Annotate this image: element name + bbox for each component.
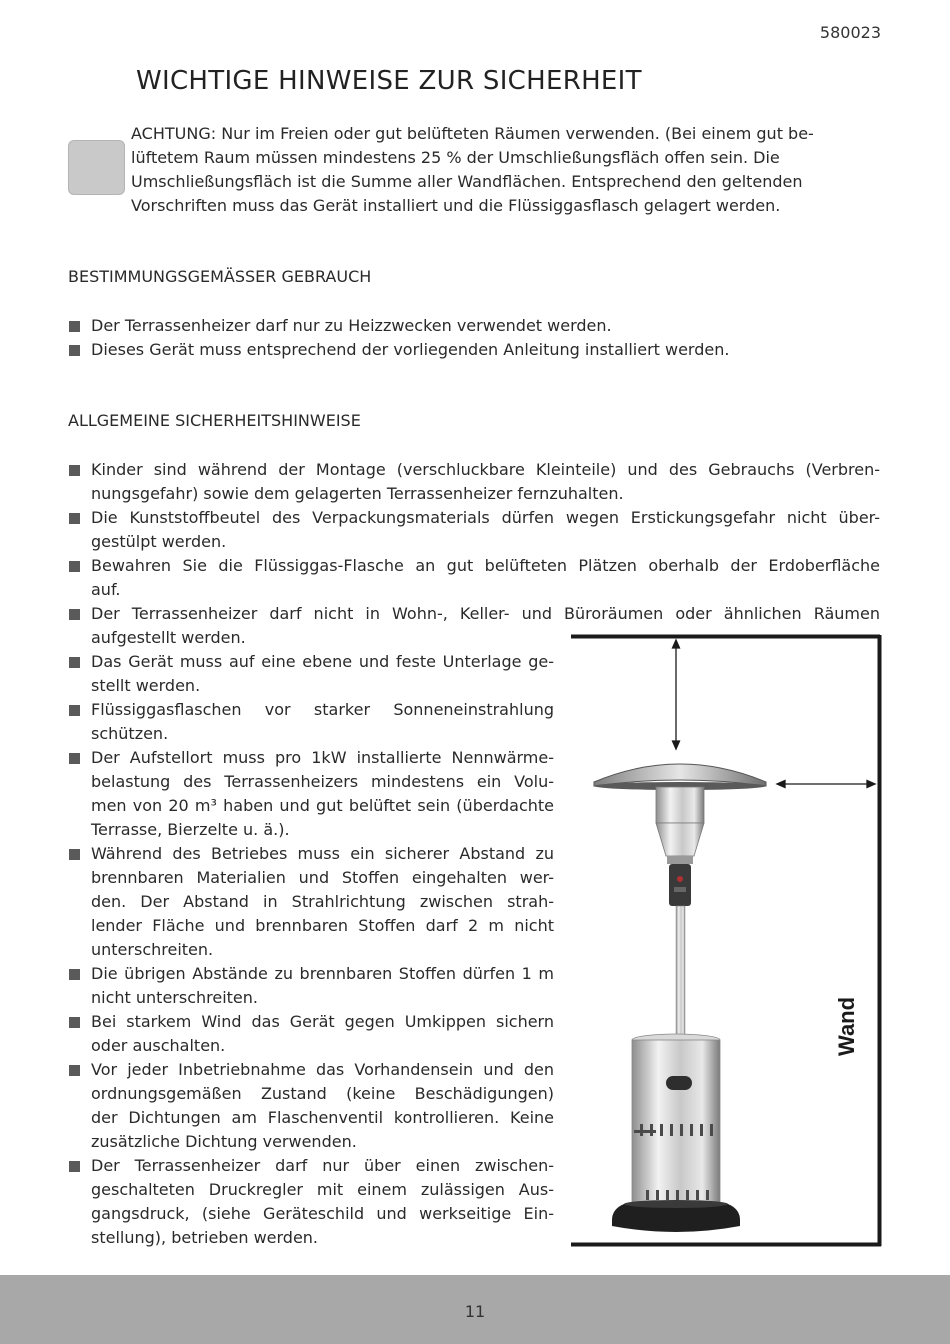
intended-use-list bbox=[68, 314, 880, 362]
wall-frame bbox=[571, 635, 881, 1246]
warning-line: Umschließungsfläch ist die Summe aller Wandflächen. Entsprechend den geltenden bbox=[131, 172, 803, 191]
list-item: Der Terrassenheizer darf nur über einen zwischen- geschalteten Druckregler mit einem zulässigen Aus- gangsdruck, (siehe Geräteschild und werkseitige Ein- stellung), betrieben werden. bbox=[68, 1154, 554, 1250]
list-item: Dieses Gerät muss entsprechend der vorliegenden Anleitung installiert werden. bbox=[68, 338, 880, 362]
list-item: Bei starkem Wind das Gerät gegen Umkippen sichern oder auschalten. bbox=[68, 1010, 554, 1058]
heater-clearance-figure bbox=[570, 634, 882, 1248]
document-number: 580023 bbox=[819, 23, 881, 42]
page-number: 11 bbox=[464, 1302, 486, 1321]
list-item: Flüssiggasflaschen vor starker Sonneneinstrahlung schützen. bbox=[68, 698, 554, 746]
list-item: Der Terrassenheizer darf nur zu Heizzwecken verwendet werden. bbox=[68, 314, 880, 338]
list-item: Kinder sind während der Montage (verschluckbare Kleinteile) und des Gebrauchs (Verbren- nungsgefahr) sowie dem gelagerten Terrassenheizer fernzuhalten. bbox=[68, 458, 880, 506]
warning-line: Vorschriften muss das Gerät installiert und die Flüssiggasflasch gelagert werden. bbox=[131, 196, 781, 215]
section-heading-intended-use: BESTIMMUNGSGEMÄSSER GEBRAUCH bbox=[68, 267, 372, 286]
vertical-clearance-arrow bbox=[673, 640, 680, 749]
section-heading-safety: ALLGEMEINE SICHERHEITSHINWEISE bbox=[68, 411, 361, 430]
patio-heater-illustration bbox=[594, 764, 766, 1232]
list-item: Der Terrassenheizer darf nicht in Wohn-, Keller- und Büroräumen oder ähnlichen Räumen aufgestellt werden. bbox=[68, 602, 880, 650]
warning-marker bbox=[68, 140, 125, 195]
list-item: Das Gerät muss auf eine ebene und feste Unterlage ge- stellt werden. bbox=[68, 650, 554, 698]
warning-line: lüftetem Raum müssen mindestens 25 % der Umschließungsfläch offen sein. Die bbox=[131, 148, 780, 167]
list-item: Bewahren Sie die Flüssiggas-Flasche an gut belüfteten Plätzen oberhalb der Erdoberfläche auf. bbox=[68, 554, 880, 602]
list-item: Die Kunststoffbeutel des Verpackungsmaterials dürfen wegen Erstickungsgefahr nicht über- gestülpt werden. bbox=[68, 506, 880, 554]
list-item: Während des Betriebes muss ein sicherer Abstand zu brennbaren Materialien und Stoffen eingehalten wer- den. Der Abstand in Strahlrichtung zwischen strah- lender Fläche und brennbaren Stoffen darf 2 m nicht unterschreiten. bbox=[68, 842, 554, 962]
list-item: Vor jeder Inbetriebnahme das Vorhandensein und den ordnungsgemäßen Zustand (keine Beschädigungen) der Dichtungen am Flaschenventil kontrollieren. Keine zusätzliche Dichtung verwenden. bbox=[68, 1058, 554, 1154]
warning-text bbox=[131, 122, 866, 218]
horizontal-clearance-arrow bbox=[777, 781, 875, 788]
wall-label: Wand bbox=[834, 996, 859, 1056]
safety-list-narrow bbox=[68, 650, 554, 1250]
list-item: Der Aufstellort muss pro 1kW installierte Nennwärme- belastung des Terrassenheizers mindestens ein Volu- men von 20 m³ haben und gut belüftet sein (überdachte Terrasse, Bierzelte u. ä.). bbox=[68, 746, 554, 842]
page-title: WICHTIGE HINWEISE ZUR SICHERHEIT bbox=[136, 66, 642, 96]
list-item: Die übrigen Abstände zu brennbaren Stoffen dürfen 1 m nicht unterschreiten. bbox=[68, 962, 554, 1010]
warning-line: ACHTUNG: Nur im Freien oder gut belüfteten Räumen verwenden. (Bei einem gut be- bbox=[131, 124, 814, 143]
safety-list-wide bbox=[68, 458, 880, 650]
